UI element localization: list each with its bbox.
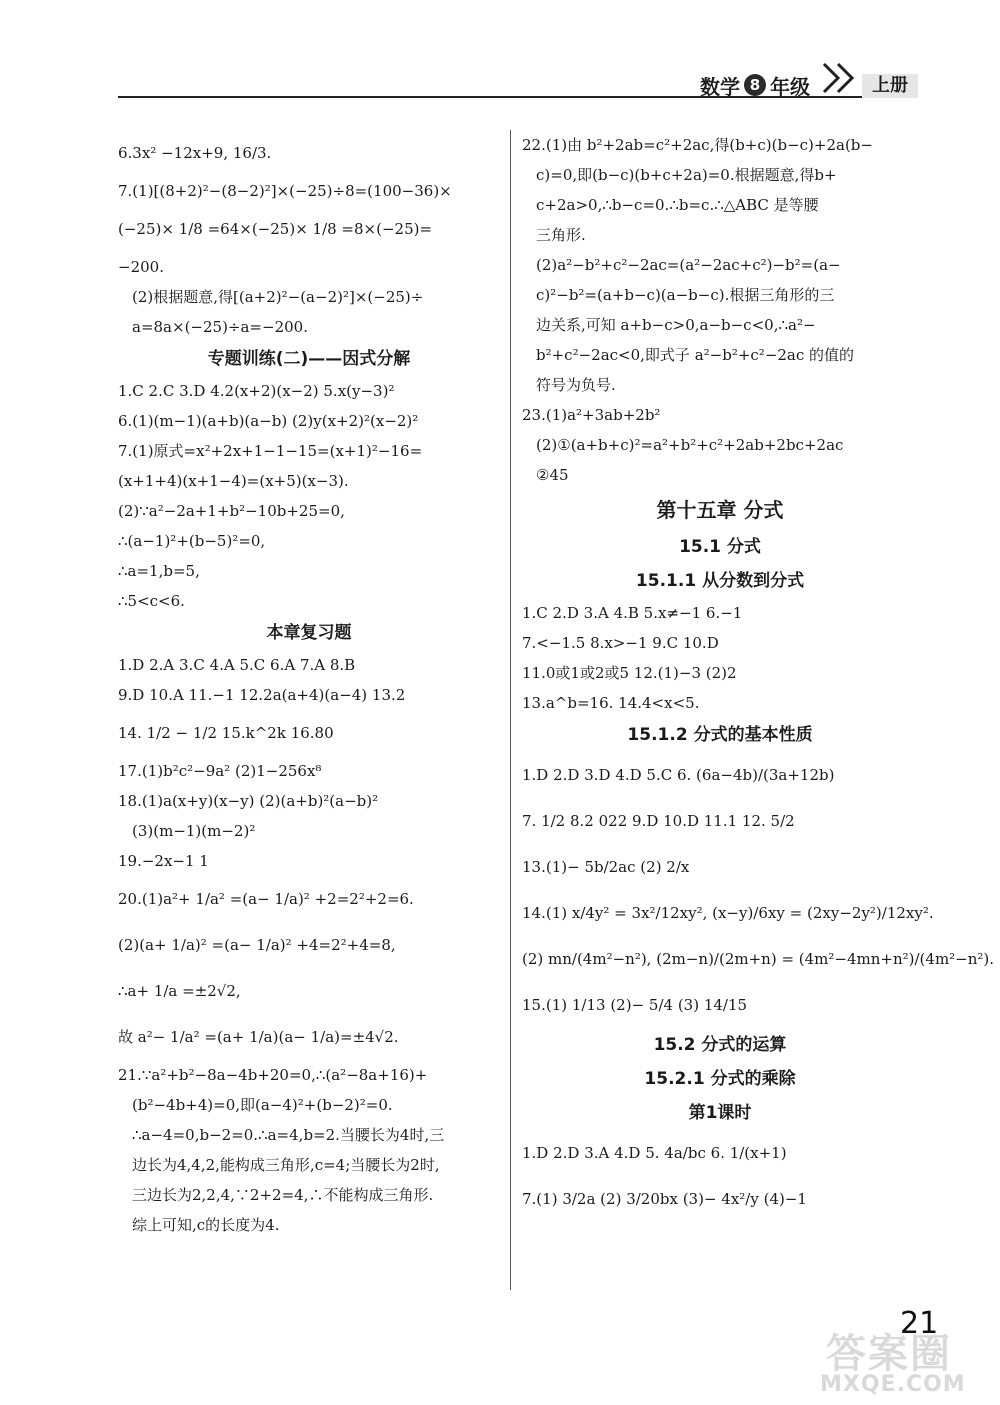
header-grade: 年级 xyxy=(770,74,810,99)
right-section-heading: 15.2.1 分式的乘除 xyxy=(644,1069,796,1089)
right-answer-line: 1.D 2.D 3.A 4.D 5. 4a/bc 6. 1/(x+1) xyxy=(522,1144,787,1162)
right-answer-line: 1.C 2.D 3.A 4.B 5.x≠−1 6.−1 xyxy=(522,604,743,622)
watermark-url: MXQE.COM xyxy=(820,1372,966,1397)
left-answer-line: 1.D 2.A 3.C 4.A 5.C 6.A 7.A 8.B xyxy=(118,656,356,674)
right-answer-line: b²+c²−2ac<0,即式子 a²−b²+c²−2ac 的值的 xyxy=(536,346,855,364)
left-answer-line: ∴a−4=0,b−2=0.∴a=4,b=2.当腰长为4时,三 xyxy=(132,1126,445,1144)
page-header xyxy=(700,72,810,98)
left-answer-line: 6.3x² −12x+9, 16/3. xyxy=(118,144,272,162)
left-section-heading: 本章复习题 xyxy=(266,623,352,643)
left-answer-line: (2)根据题意,得[(a+2)²−(a−2)²]×(−25)÷ xyxy=(132,288,424,306)
right-answer-line: 22.(1)由 b²+2ab=c²+2ac,得(b+c)(b−c)+2a(b− xyxy=(522,136,873,154)
right-answer-line: 11.0或1或2或5 12.(1)−3 (2)2 xyxy=(522,664,737,682)
left-answer-line: 19.−2x−1 1 xyxy=(118,852,209,870)
left-answer-line: 14. 1/2 − 1/2 15.k^2k 16.80 xyxy=(118,724,334,742)
right-answer-line: 三角形. xyxy=(536,226,586,244)
left-answer-line: (b²−4b+4)=0,即(a−4)²+(b−2)²=0. xyxy=(132,1096,393,1114)
left-answer-line: (−25)× 1/8 =64×(−25)× 1/8 =8×(−25)= xyxy=(118,220,433,238)
right-answer-line: c)=0,即(b−c)(b+c+2a)=0.根据题意,得b+ xyxy=(536,166,837,184)
right-answer-line: (2)a²−b²+c²−2ac=(a²−2ac+c²)−b²=(a− xyxy=(536,256,841,274)
left-answer-line: 9.D 10.A 11.−1 12.2a(a+4)(a−4) 13.2 xyxy=(118,686,406,704)
left-answer-line: (x+1+4)(x+1−4)=(x+5)(x−3). xyxy=(118,472,349,490)
right-section-heading: 第十五章 分式 xyxy=(656,498,784,522)
right-answer-line: ②45 xyxy=(536,466,569,484)
right-answer-line: 7. 1/2 8.2 022 9.D 10.D 11.1 12. 5/2 xyxy=(522,812,795,830)
header-subject: 数学 xyxy=(700,74,740,99)
right-section-heading: 15.1.1 从分数到分式 xyxy=(635,571,805,591)
right-answer-line: 7.<−1.5 8.x>−1 9.C 10.D xyxy=(522,634,719,652)
left-answer-line: 7.(1)原式=x²+2x+1−1−15=(x+1)²−16= xyxy=(118,442,423,460)
right-answer-line: 7.(1) 3/2a (2) 3/20bx (3)− 4x²/y (4)−1 xyxy=(522,1190,807,1208)
right-section-heading: 第1课时 xyxy=(688,1103,752,1123)
left-answer-line: 21.∵a²+b²−8a−4b+20=0,∴(a²−8a+16)+ xyxy=(118,1066,428,1084)
left-answer-line: (2)(a+ 1/a)² =(a− 1/a)² +4=2²+4=8, xyxy=(118,936,396,954)
left-answer-line: ∴(a−1)²+(b−5)²=0, xyxy=(118,532,266,550)
double-chevron-icon xyxy=(820,58,862,98)
left-answer-line: −200. xyxy=(118,258,164,276)
right-section-heading: 15.1 分式 xyxy=(679,537,761,557)
watermark-logo-text: 答案圈 xyxy=(826,1331,952,1377)
right-answer-line: c+2a>0,∴b−c=0.∴b=c.∴△ABC 是等腰 xyxy=(536,196,819,214)
right-answer-line: 13.(1)− 5b/2ac (2) 2/x xyxy=(522,858,690,876)
left-answer-line: (3)(m−1)(m−2)² xyxy=(132,822,256,840)
right-answer-line: 15.(1) 1/13 (2)− 5/4 (3) 14/15 xyxy=(522,996,748,1014)
right-section-heading: 15.1.2 分式的基本性质 xyxy=(627,725,813,745)
left-answer-line: ∴a+ 1/a =±2√2, xyxy=(118,982,241,1000)
left-answer-line: ∴5<c<6. xyxy=(118,592,185,610)
header-volume: 上册 xyxy=(862,74,918,98)
column-divider xyxy=(510,130,511,1290)
left-answer-line: 6.(1)(m−1)(a+b)(a−b) (2)y(x+2)²(x−2)² xyxy=(118,412,419,430)
right-answer-line: c)²−b²=(a+b−c)(a−b−c).根据三角形的三 xyxy=(536,286,835,304)
right-answer-line: 13.a^b=16. 14.4<x<5. xyxy=(522,694,700,712)
left-column xyxy=(118,130,500,1240)
header-grade-badge: 8 xyxy=(744,74,766,96)
left-answer-line: 18.(1)a(x+y)(x−y) (2)(a+b)²(a−b)² xyxy=(118,792,379,810)
left-answer-line: 1.C 2.C 3.D 4.2(x+2)(x−2) 5.x(y−3)² xyxy=(118,382,395,400)
left-answer-line: 综上可知,c的长度为4. xyxy=(132,1216,280,1234)
left-answer-line: 故 a²− 1/a² =(a+ 1/a)(a− 1/a)=±4√2. xyxy=(118,1028,399,1046)
right-answer-line: 1.D 2.D 3.D 4.D 5.C 6. (6a−4b)/(3a+12b) xyxy=(522,766,835,784)
right-answer-line: (2) mn/(4m²−n²), (2m−n)/(2m+n) = (4m²−4mn+n²)/(4m²−n²). xyxy=(522,950,995,968)
right-answer-line: 23.(1)a²+3ab+2b² xyxy=(522,406,661,424)
left-answer-line: (2)∵a²−2a+1+b²−10b+25=0, xyxy=(118,502,345,520)
left-answer-line: 边长为4,4,2,能构成三角形,c=4;当腰长为2时, xyxy=(132,1156,440,1174)
right-answer-line: 边关系,可知 a+b−c>0,a−b−c<0,∴a²− xyxy=(536,316,816,334)
right-column xyxy=(522,130,995,1222)
left-answer-line: 20.(1)a²+ 1/a² =(a− 1/a)² +2=2²+2=6. xyxy=(118,890,414,908)
right-answer-line: 符号为负号. xyxy=(536,376,616,394)
left-answer-line: 三边长为2,2,4,∵2+2=4,∴不能构成三角形. xyxy=(132,1186,434,1204)
left-answer-line: a=8a×(−25)÷a=−200. xyxy=(132,318,308,336)
left-answer-line: 17.(1)b²c²−9a² (2)1−256x⁸ xyxy=(118,762,322,780)
left-section-heading: 专题训练(二)——因式分解 xyxy=(207,349,411,369)
left-answer-line: ∴a=1,b=5, xyxy=(118,562,200,580)
right-answer-line: (2)①(a+b+c)²=a²+b²+c²+2ab+2bc+2ac xyxy=(536,436,844,454)
right-section-heading: 15.2 分式的运算 xyxy=(653,1035,787,1055)
right-answer-line: 14.(1) x/4y² = 3x²/12xy², (x−y)/6xy = (2xy−2y²)/12xy². xyxy=(522,904,934,922)
page-number: 21 xyxy=(900,1306,939,1341)
left-answer-line: 7.(1)[(8+2)²−(8−2)²]×(−25)÷8=(100−36)× xyxy=(118,182,452,200)
